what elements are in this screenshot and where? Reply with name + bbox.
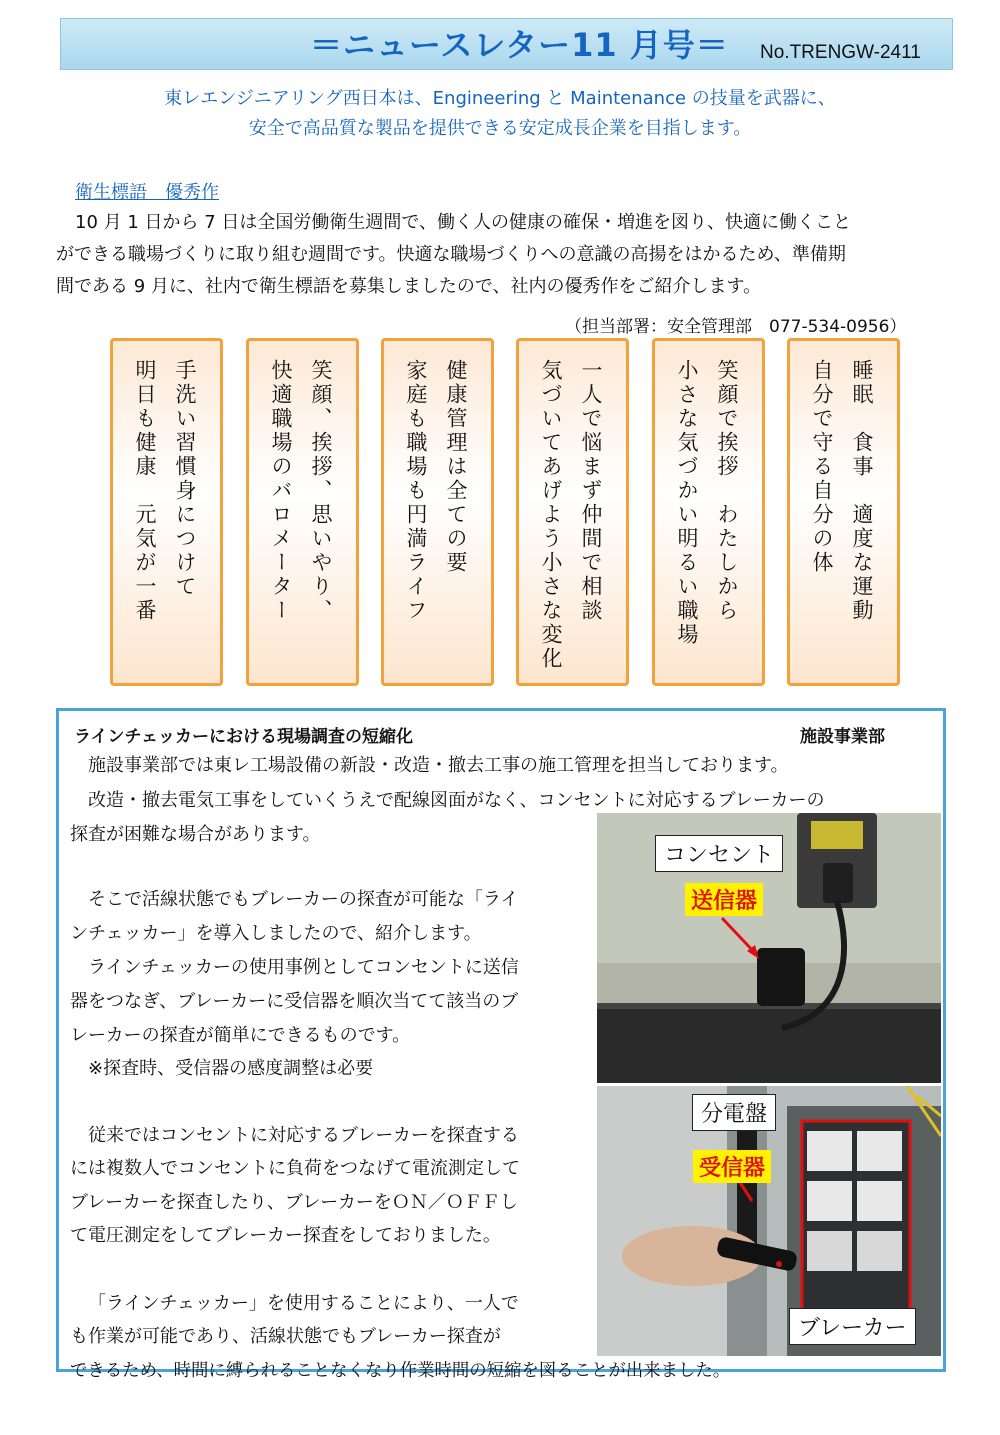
slogan-card-3	[381, 338, 494, 686]
article-line: 器をつなぎ、ブレーカーに受信器を順次当てて該当のブ	[70, 991, 519, 1012]
slogan-line: 一人で悩まず仲間で相談	[579, 359, 603, 623]
label-transmitter: 送信器	[685, 883, 763, 916]
article-title: ラインチェッカーにおける現場調査の短縮化	[74, 727, 413, 747]
newsletter-number: No.TRENGW-2411	[760, 42, 921, 63]
slogan-line: 快適職場のバロメーター	[269, 359, 293, 623]
slogan-card-6	[787, 338, 900, 686]
slogan-line: 気づいてあげよう小さな変化	[539, 359, 563, 671]
label-outlet: コンセント	[655, 835, 783, 872]
article-line: 「ラインチェッカー」を使用することにより、一人で	[88, 1293, 519, 1314]
article-line: ※探査時、受信器の感度調整は必要	[88, 1058, 374, 1079]
slogan-line: 睡眠 食事 適度な運動	[850, 359, 874, 623]
motto-line-2: 安全で高品質な製品を提供できる安定成長企業を目指します。	[248, 118, 752, 139]
article-line: ンチェッカー」を導入しましたので、紹介します。	[70, 923, 482, 944]
slogan-card-5	[652, 338, 765, 686]
article-dept: 施設事業部	[800, 727, 885, 747]
article-line: そこで活線状態でもブレーカーの探査が可能な「ライ	[88, 889, 519, 910]
slogan-line: 手洗い習慣身につけて	[173, 359, 197, 599]
slogan-line: 家庭も職場も円満ライフ	[404, 359, 428, 623]
article-line: レーカーの探査が簡単にできるものです。	[70, 1025, 411, 1046]
slogan-line: 自分で守る自分の体	[810, 359, 834, 575]
article-line: も作業が可能であり、活線状態でもブレーカー探査が	[70, 1326, 501, 1347]
intro-line-3: 間である 9 月に、社内で衛生標語を募集しましたので、社内の優秀作をご紹介します。	[56, 276, 762, 297]
section-heading: 衛生標語 優秀作	[75, 182, 219, 203]
outlet-photo	[597, 813, 941, 1083]
slogan-line: 健康管理は全ての要	[444, 359, 468, 575]
article-line: 探査が困難な場合があります。	[70, 824, 321, 845]
contact-info: （担当部署：安全管理部 077-534-0956）	[565, 317, 907, 337]
label-breaker: ブレーカー	[789, 1308, 916, 1345]
article-line: ラインチェッカーの使用事例としてコンセントに送信	[88, 957, 519, 978]
article-line: できるため、時間に縛られることなくなり作業時間の短縮を図ることが出来ました。	[70, 1361, 731, 1381]
article-line: 改造・撤去電気工事をしていくうえで配線図面がなく、コンセントに対応するブレーカーの	[88, 790, 825, 811]
slogan-line: 小さな気づかい明るい職場	[675, 359, 699, 647]
slogan-line: 明日も健康 元気が一番	[133, 359, 157, 623]
article-line: 施設事業部では東レ工場設備の新設・改造・撤去工事の施工管理を担当しております。	[88, 755, 789, 776]
article-line: 従来ではコンセントに対応するブレーカーを探査する	[88, 1125, 519, 1146]
article-line: ブレーカーを探査したり、ブレーカーをＯＮ／ＯＦＦし	[70, 1192, 518, 1213]
intro-line-2: ができる職場づくりに取り組む週間です。快適な職場づくりへの意識の高揚をはかるため、準備期	[56, 244, 846, 265]
label-receiver: 受信器	[693, 1150, 771, 1183]
slogan-line: 笑顔、挨拶、思いやり、	[309, 359, 333, 623]
article-line: て電圧測定をしてブレーカー探査をしておりました。	[70, 1225, 501, 1246]
intro-line-1: 10 月 1 日から 7 日は全国労働衛生週間で、働く人の健康の確保・増進を図り、快適に働くこと	[75, 212, 852, 233]
newsletter-title: ＝ニュースレター11 月号＝	[310, 26, 729, 64]
slogan-line: 笑顔で挨拶 わたしから	[715, 359, 739, 623]
slogan-card-4	[516, 338, 629, 686]
motto-line-1: 東レエンジニアリング西日本は、Engineering と Maintenance の技量を武器に、	[164, 88, 836, 109]
label-panel: 分電盤	[692, 1094, 776, 1131]
slogan-card-2	[246, 338, 359, 686]
slogan-card-1	[110, 338, 223, 686]
panel-photo	[597, 1086, 941, 1356]
article-line: には複数人でコンセントに負荷をつなげて電流測定して	[70, 1158, 520, 1179]
